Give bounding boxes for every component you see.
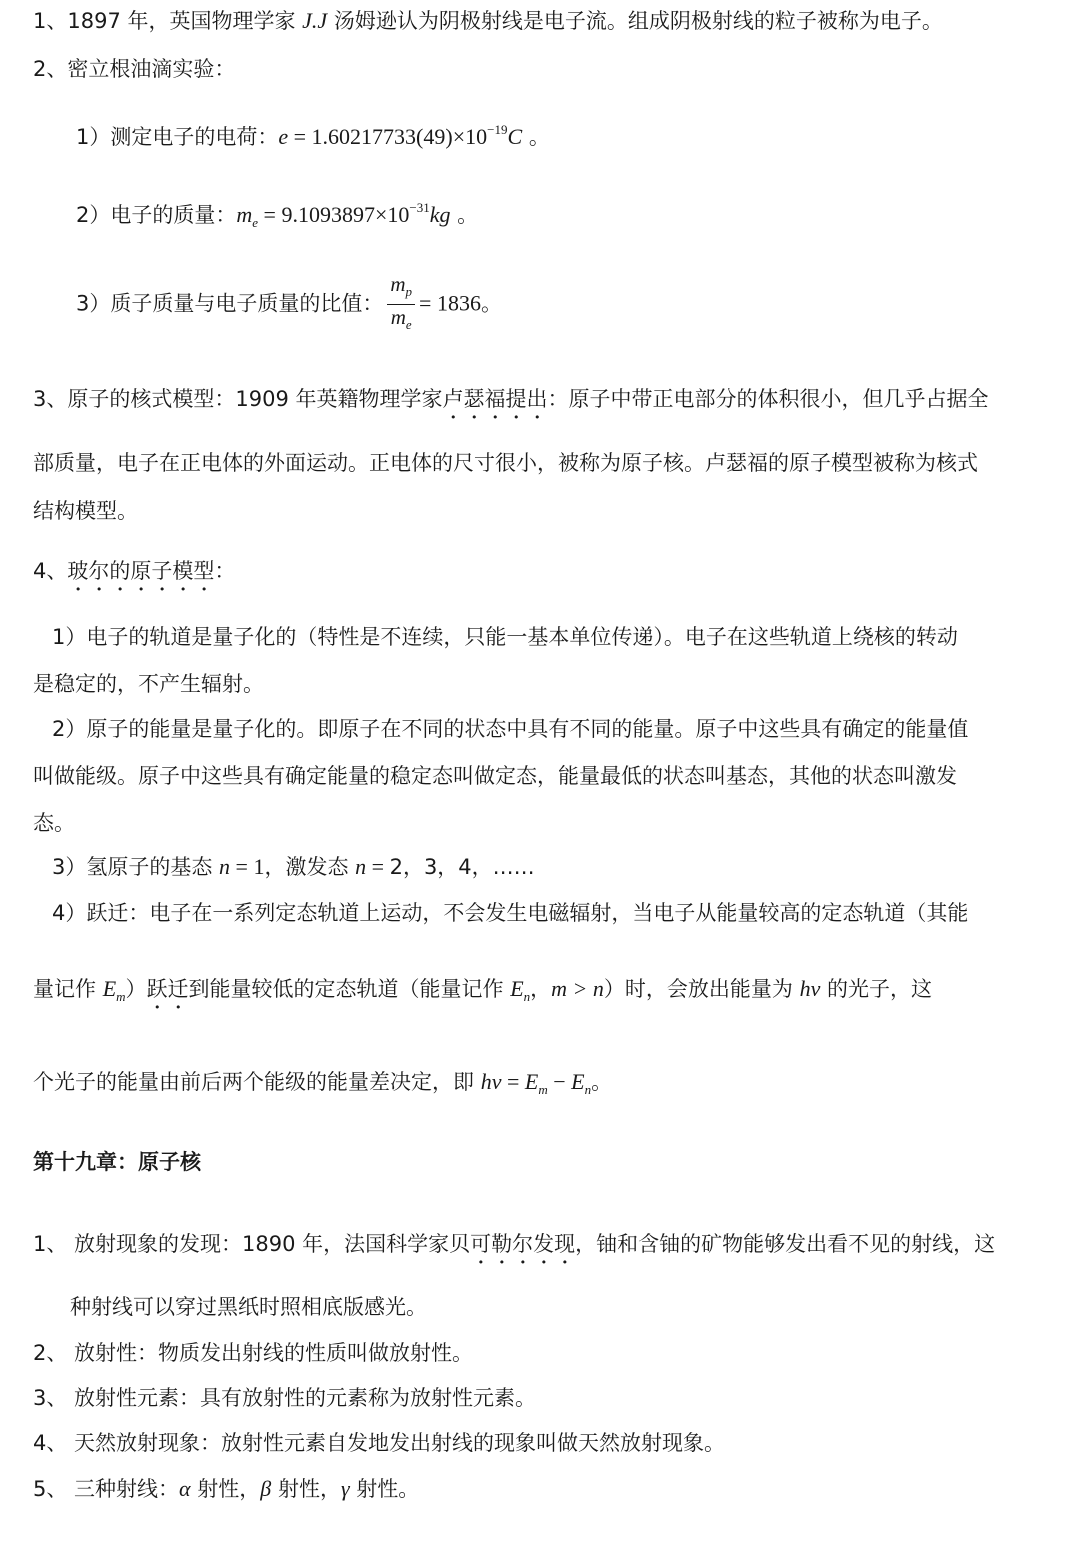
fraction-mp-me: $\frac{m_p}{m_e}$ [387, 272, 415, 337]
emphasis-transition: 跃迁 [146, 977, 189, 1001]
para-1: 1、1897 年，英国物理学家 J.J 汤姆逊认为阴极射线是电子流。组成阴极射线的粒子被称为电子。 [33, 8, 943, 33]
item-4: 4、 天然放射现象：放射性元素自发地发出射线的现象叫做天然放射现象。 [33, 1431, 726, 1455]
item-3: 3、 放射性元素：具有放射性的元素称为放射性元素。 [33, 1386, 537, 1410]
item-2: 2、 放射性：物质发出射线的性质叫做放射性。 [33, 1341, 474, 1365]
para-2-2: 2）电子的质量：$m_e = 9.1093897\times 10^{-31}kg$ 。 [76, 200, 479, 230]
para-4-4-line-3: 个光子的能量由前后两个能级的能量差决定，即 $h\nu = E_m - E_n$。 [33, 1069, 613, 1097]
para-3-line-2: 部质量，电子在正电体的外面运动。正电体的尺寸很小，被称为原子核。卢瑟福的原子模型被称为核式 [33, 451, 978, 475]
para-4-2-line-2: 叫做能级。原子中这些具有确定能量的稳定态叫做定态，能量最低的状态叫基态，其他的状态叫激发 [33, 764, 957, 788]
emphasis-rutherford: 卢瑟福提出 [442, 387, 548, 411]
item-1-line-1: 1、 放射现象的发现：1890 年，法国科学家贝可勒尔发现，铀和含铀的矿物能够发出看不见的射线，这 [33, 1232, 996, 1256]
math-jj: J.J [302, 8, 328, 33]
para-3-line-1: 3、原子的核式模型：1909 年英籍物理学家卢瑟福提出：原子中带正电部分的体积很小，但几乎占据全 [33, 387, 989, 411]
para-4-3: 3）氢原子的基态 n = 1，激发态 n = 2，3，4，…… [52, 854, 535, 879]
para-4-4-line-1: 4）跃迁：电子在一系列定态轨道上运动，不会发生电磁辐射，当电子从能量较高的定态轨道（其能 [52, 901, 969, 925]
para-4-2-line-1: 2）原子的能量是量子化的。即原子在不同的状态中具有不同的能量。原子中这些具有确定的能量值 [52, 717, 969, 741]
para-3-line-3: 结构模型。 [33, 499, 138, 523]
emphasis-becquerel: 可勒尔发现 [470, 1232, 576, 1256]
para-2-1: 1）测定电子的电荷：$e = 1.60217733(49)\times 10^{-19}C$ 。 [76, 122, 550, 149]
para-2: 2、密立根油滴实验： [33, 57, 236, 81]
para-4-2-line-3: 态。 [33, 811, 75, 835]
para-4-1-line-2: 是稳定的，不产生辐射。 [33, 672, 264, 696]
para-2-3: 3）质子质量与电子质量的比值： $\frac{m_p}{m_e}$ = 1836。 [76, 272, 502, 337]
emphasis-bohr: 玻尔的原子模型 [67, 559, 215, 583]
item-1-line-2: 种射线可以穿过黑纸时照相底版感光。 [70, 1295, 427, 1319]
chapter-heading: 第十九章：原子核 [33, 1150, 201, 1174]
para-4-4-line-2: 量记作 $E_m$）跃迁到能量较低的定态轨道（能量记作 $E_n$，m > n）时，会放出能量为 hν 的光子，这 [33, 976, 933, 1004]
para-4: 4、玻尔的原子模型： [33, 559, 236, 583]
para-4-1-line-1: 1）电子的轨道是量子化的（特性是不连续，只能一基本单位传递）。电子在这些轨道上绕核的转动 [52, 625, 958, 649]
item-5: 5、 三种射线：α 射性，β 射性，γ 射性。 [33, 1476, 420, 1501]
